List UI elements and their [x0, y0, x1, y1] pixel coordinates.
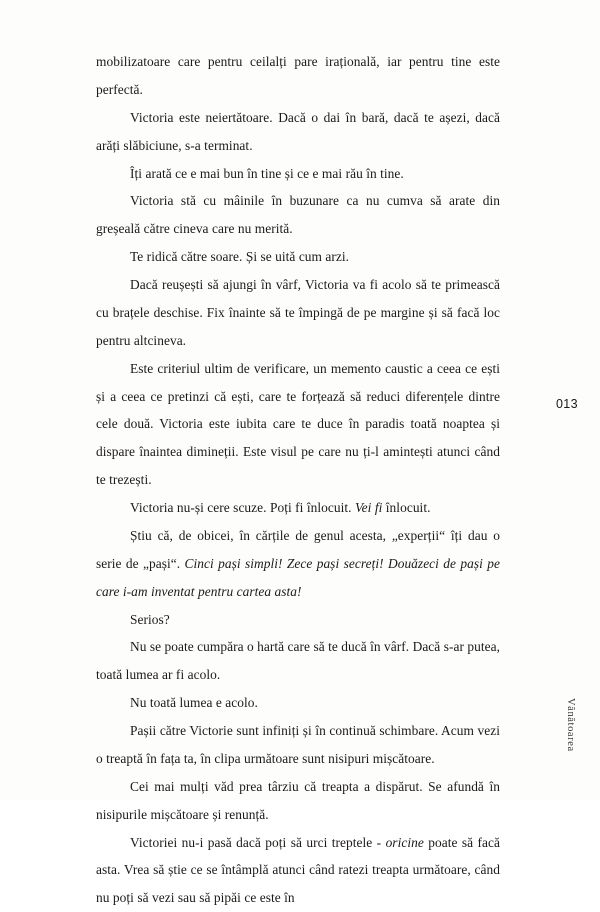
running-title: Vânătoarea: [565, 698, 576, 752]
paragraph-text: Nu se poate cumpăra o hartă care să te ducă în vârf. Dacă s-ar putea, toată lumea ar fi acolo.: [96, 639, 500, 682]
paragraph-text: Te ridică către soare. Și se uită cum arzi.: [130, 249, 349, 264]
page-number: 013: [556, 397, 578, 411]
paragraph-text: Victoria este neiertătoare. Dacă o dai în bară, dacă te așezi, dacă arăți slăbiciune, s-a terminat.: [96, 110, 500, 153]
emphasis-text: Cinci pași simpli! Zece pași secreți! Douăzeci de pași pe care i-am inventat pentru cartea asta!: [96, 556, 500, 599]
paragraph-text: Victoriei nu-i pasă dacă poți să urci treptele -: [130, 835, 386, 850]
paragraph: [96, 104, 500, 160]
paragraph: [96, 606, 500, 634]
paragraph-text: Nu toată lumea e acolo.: [130, 695, 258, 710]
paragraph: [96, 187, 500, 243]
body-text-column: [96, 48, 500, 912]
emphasis-text: Vei fi: [355, 500, 382, 515]
paragraph: [96, 689, 500, 717]
paragraph: [96, 633, 500, 689]
paragraph-text: Știu că, de obicei, în cărțile de genul acesta, „experții“ îți dau o serie de „pași“.: [96, 528, 500, 571]
paragraph: [96, 773, 500, 829]
paragraph-text: Îți arată ce e mai bun în tine și ce e mai rău în tine.: [130, 166, 404, 181]
paragraph: [96, 522, 500, 606]
paragraph: [96, 494, 500, 522]
paragraph: [96, 48, 500, 104]
paragraph-text: Este criteriul ultim de verificare, un memento caustic a ceea ce ești și a ceea ce pretinzi că ești, care te forțează să reduci diferențele dintre cele două. Victoria este iubita care te duce în paradis toată noaptea și dispare înaintea dimineții. Este visul pe care nu ți-l amintești atunci când te trezești.: [96, 361, 500, 488]
paragraph: [96, 829, 500, 912]
emphasis-text: oricine: [386, 835, 424, 850]
paragraph-text: Dacă reușești să ajungi în vârf, Victoria va fi acolo să te primească cu brațele deschise. Fix înainte să te împingă de pe margine și să facă loc pentru altcineva.: [96, 277, 500, 348]
paragraph: [96, 271, 500, 355]
paragraph-text: Pașii către Victorie sunt infiniți și în continuă schimbare. Acum vezi o treaptă în fața ta, în clipa următoare sunt nisipuri mișcătoare.: [96, 723, 500, 766]
paragraph: [96, 160, 500, 188]
paragraph-text: Victoria nu-și cere scuze. Poți fi înlocuit.: [130, 500, 355, 515]
paragraph-text: poate să facă asta. Vrea să știe ce se întâmplă atunci când ratezi treapta următoare, când nu poți să vezi sau să pipăi ce este în: [96, 835, 500, 906]
paragraph: [96, 355, 500, 494]
paragraph-text: Victoria stă cu mâinile în buzunare ca nu cumva să arate din greșeală către cineva care nu merită.: [96, 193, 500, 236]
paragraph-text: Cei mai mulți văd prea târziu că treapta a dispărut. Se afundă în nisipurile mișcătoare și renunță.: [96, 779, 500, 822]
paragraph: [96, 717, 500, 773]
paragraph-text: Serios?: [130, 612, 170, 627]
paragraph-text: mobilizatoare care pentru ceilalți pare irațională, iar pentru tine este perfectă.: [96, 54, 500, 97]
paragraph: [96, 243, 500, 271]
paragraph-text: înlocuit.: [382, 500, 430, 515]
